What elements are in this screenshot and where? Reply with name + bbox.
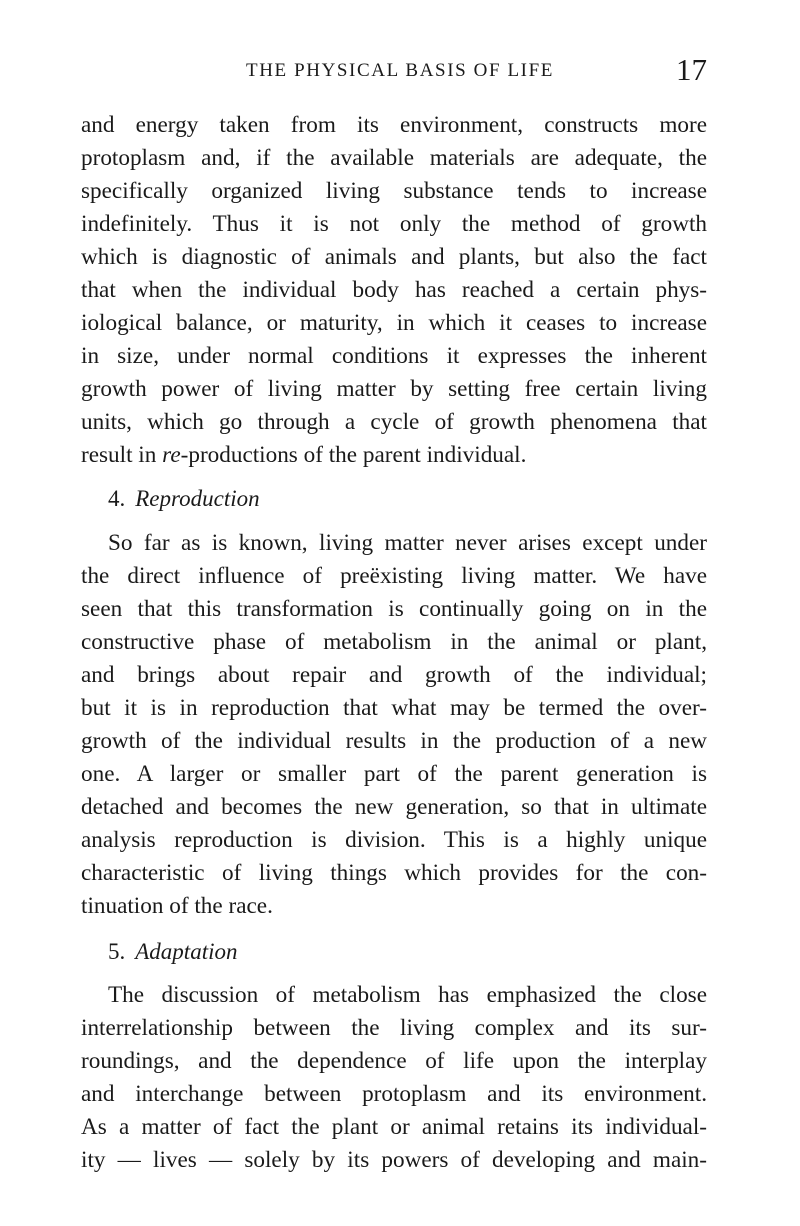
text-line: one. A larger or smaller part of the parent generation is [81, 761, 707, 787]
text-line: indefinitely. Thus it is not only the method of growth [81, 211, 707, 237]
text-line: iological balance, or maturity, in which it ceases to increase [81, 310, 707, 336]
text-line: So far as is known, living matter never arises except under [108, 530, 707, 556]
section-title: Adaptation [135, 939, 238, 964]
text-line: which is diagnostic of animals and plants, but also the fact [81, 244, 707, 270]
text-line: and brings about repair and growth of the individual; [81, 662, 707, 688]
text-line: and energy taken from its environment, constructs more [81, 112, 707, 138]
text-fragment: -productions of the parent individual. [180, 442, 527, 468]
text-line: characteristic of living things which provides for the con- [81, 860, 707, 886]
text-line: constructive phase of metabolism in the animal or plant, [81, 629, 707, 655]
text-line: roundings, and the dependence of life upon the interplay [81, 1048, 707, 1074]
text-line: and interchange between protoplasm and its environment. [81, 1081, 707, 1107]
text-fragment: result in [81, 442, 163, 468]
text-line: units, which go through a cycle of growth phenomena that [81, 409, 707, 435]
text-line: specifically organized living substance tends to increase [81, 178, 707, 204]
section-title: Reproduction [135, 486, 260, 511]
text-line: analysis reproduction is division. This is a highly unique [81, 827, 707, 853]
text-line: tinuation of the race. [81, 893, 273, 919]
text-line: seen that this transformation is continually going on in the [81, 596, 707, 622]
text-line [81, 439, 707, 472]
text-line: growth power of living matter by setting free certain living [81, 376, 707, 402]
text-line: interrelationship between the living complex and its sur- [81, 1015, 707, 1041]
page-number: 17 [676, 52, 707, 87]
text-line: that when the individual body has reached a certain phys- [81, 277, 707, 303]
text-line: As a matter of fact the plant or animal retains its individual- [81, 1114, 707, 1140]
running-head [81, 52, 707, 96]
text-line: ity — lives — solely by its powers of developing and main- [81, 1147, 707, 1173]
emphasized-prefix: re [162, 442, 181, 468]
text-line: in size, under normal conditions it expresses the inherent [81, 343, 707, 369]
text-line: the direct influence of preëxisting living matter. We have [81, 563, 707, 589]
section-heading-adaptation [108, 935, 237, 968]
text-line: growth of the individual results in the production of a new [81, 728, 707, 754]
section-heading-reproduction [108, 482, 260, 515]
text-line: protoplasm and, if the available materials are adequate, the [81, 145, 707, 171]
text-line: detached and becomes the new generation, so that in ultimate [81, 794, 707, 820]
section-number: 4. [108, 486, 126, 511]
section-number: 5. [108, 939, 126, 964]
text-line: The discussion of metabolism has emphasized the close [108, 982, 707, 1008]
text-line: but it is in reproduction that what may be termed the over- [81, 695, 707, 721]
running-title: THE PHYSICAL BASIS OF LIFE [246, 60, 554, 81]
